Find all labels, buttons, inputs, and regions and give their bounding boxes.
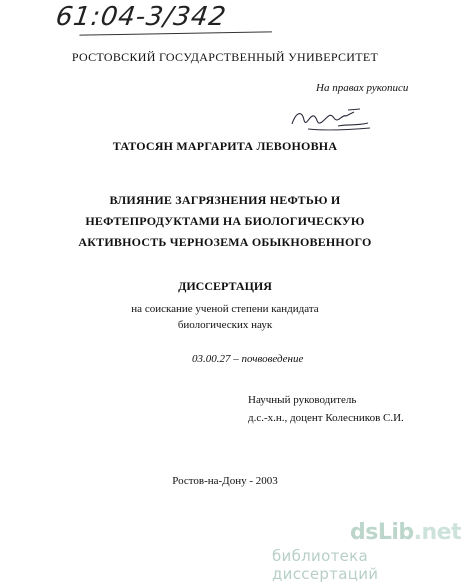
- document-type: ДИССЕРТАЦИЯ: [178, 279, 272, 293]
- dissertation-title: [0, 190, 450, 253]
- watermark-logo-tld: .net: [413, 520, 461, 545]
- degree-line: на соискание ученой степени кандидата: [131, 303, 319, 315]
- handwritten-signature: [286, 104, 372, 134]
- author-name: ТАТОСЯН МАРГАРИТА ЛЕВОНОВНА: [112, 139, 338, 153]
- title-line: ВЛИЯНИЕ ЗАГРЯЗНЕНИЯ НЕФТЬЮ И: [109, 193, 341, 207]
- archive-number-text: 61:04-3/342: [53, 2, 229, 32]
- specialty-code: 03.00.27 – почвоведение: [192, 353, 304, 365]
- degree-line: биологических наук: [177, 319, 273, 331]
- rights-note: На правах рукописи: [316, 82, 409, 94]
- title-line: НЕФТЕПРОДУКТАМИ НА БИОЛОГИЧЕСКУЮ: [85, 214, 365, 228]
- archive-number: [54, 2, 228, 32]
- title-line: АКТИВНОСТЬ ЧЕРНОЗЕМА ОБЫКНОВЕННОГО: [78, 235, 372, 249]
- city-year: Ростов-на-Дону - 2003: [172, 475, 278, 487]
- supervisor-label: Научный руководитель: [248, 394, 357, 406]
- supervisor-block: [248, 391, 404, 427]
- university-name: РОСТОВСКИЙ ГОСУДАРСТВЕННЫЙ УНИВЕРСИТЕТ: [71, 50, 379, 64]
- watermark-subtitle: библиотека диссертаций: [272, 547, 379, 583]
- degree-description: [0, 301, 450, 333]
- watermark-logo-main: dsLib: [350, 520, 414, 545]
- dslib-watermark-logo: [350, 520, 461, 545]
- supervisor-name: д.с.-х.н., доцент Колесников С.И.: [248, 412, 404, 424]
